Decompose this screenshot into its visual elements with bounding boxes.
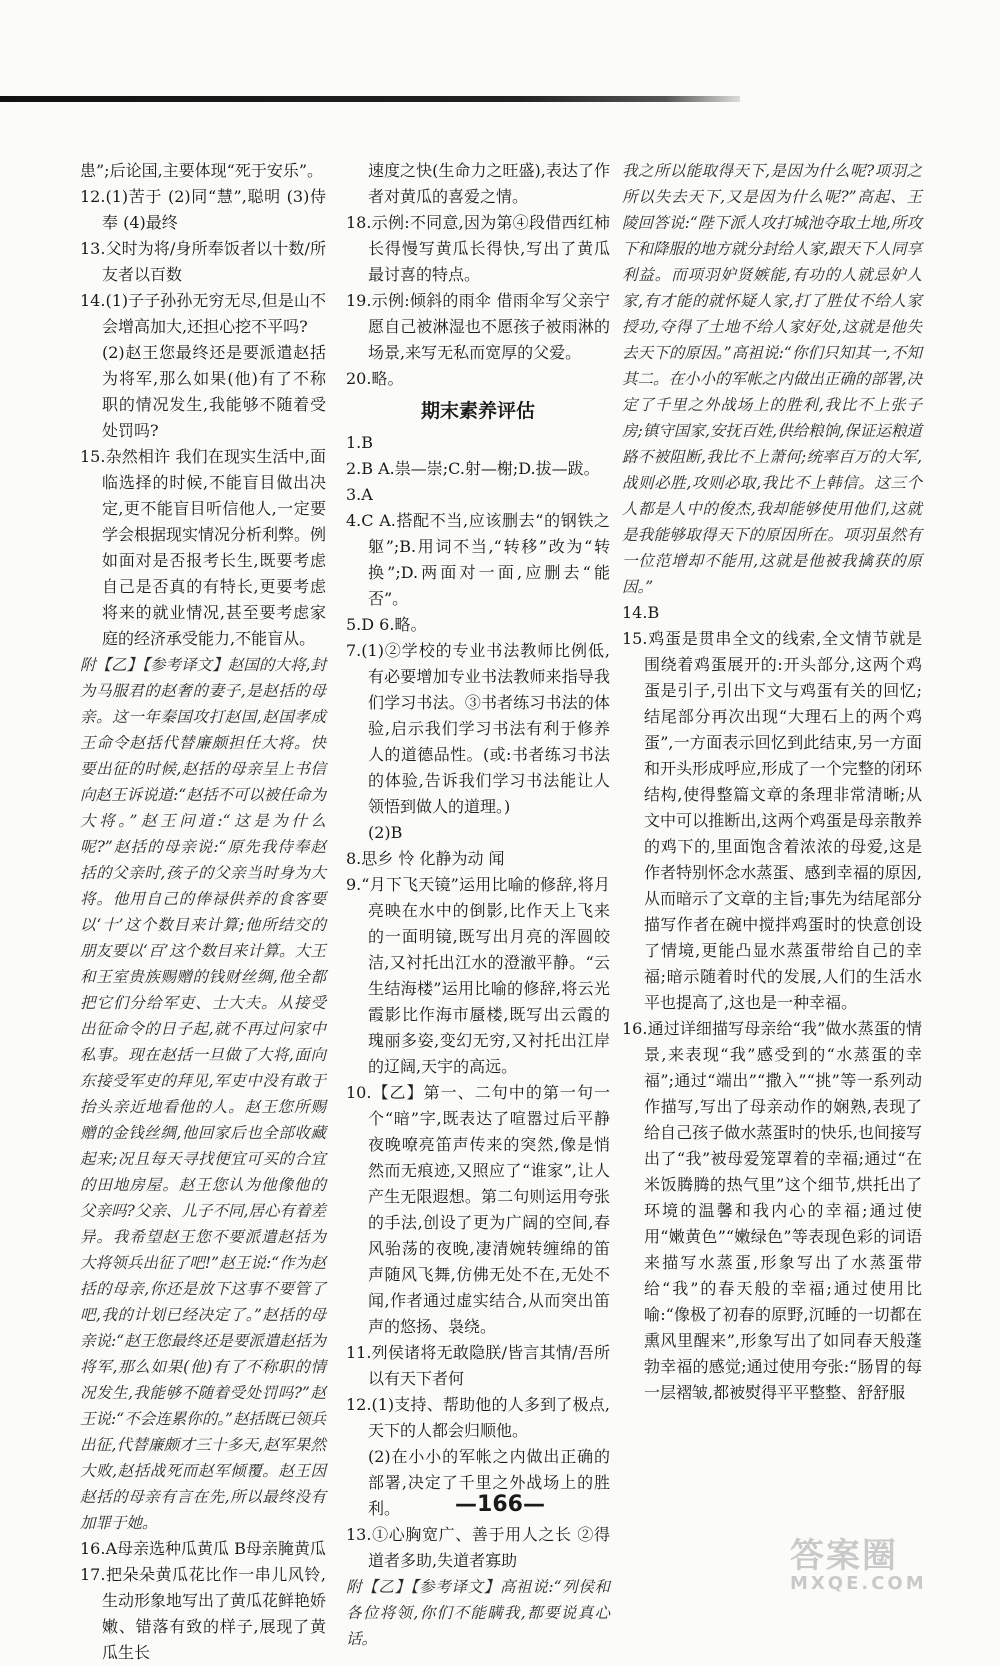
- section-title: 期末素养评估: [420, 400, 535, 422]
- answer-item: 12.(1)支持、帮助他的人多到了极点,天下的人都会归顺他。: [346, 1395, 610, 1440]
- answer-item: 13.①心胸宽广、善于用人之长 ②得道者多助,失道者寡助: [346, 1525, 610, 1570]
- watermark-main-text: 答案圈: [790, 1536, 898, 1576]
- answer-item: 19.示例:倾斜的雨伞 借雨伞写父亲宁愿自己被淋湿也不愿孩子被雨淋的场景,来写无私而宽厚的父爱。: [346, 291, 610, 362]
- answer-column-right: [622, 158, 922, 1406]
- watermark-logo: [790, 1528, 980, 1594]
- answer-item: 11.列侯诸将无敢隐朕/皆言其情/吾所以有天下者何: [346, 1343, 610, 1388]
- answer-item: 1.B: [346, 433, 374, 452]
- answer-column-left: [80, 158, 326, 1666]
- watermark-sub-text: MXQE.COM: [790, 1573, 927, 1594]
- answer-item: 我之所以能取得天下,是因为什么呢?项羽之所以失去天下,又是因为什么呢?”高起、王陵回答说:“陛下派人攻打城池夺取土地,所攻下和降服的地方就分封给人家,跟天下人同享利益。而项羽妒贤嫉能,有功的人就忌妒人家,有才能的就怀疑人家,打了胜仗不给人家授功,夺得了土地不给人家好处,这就是他失去天下的原因。”高祖说:“你们只知其一,不知其二。在小小的军帐之内做出正确的部署,决定了千里之外战场上的胜利,我比不上张子房;镇守国家,安抚百姓,供给粮饷,保证运粮道路不被阻断,我比不上萧何;统率百万的大军,战则必胜,攻则必取,我比不上韩信。这三个人都是人中的俊杰,我却能够使用他们,这就是我能够取得天下的原因所在。项羽虽然有一位范增却不能用,这就是他被我擒获的原因。”: [622, 162, 922, 596]
- page-number: —166—: [455, 1492, 545, 1517]
- answer-item: 18.示例:不同意,因为第④段借西红柿长得慢写黄瓜长得快,写出了黄瓜最讨喜的特点。: [346, 213, 610, 284]
- answer-item: 3.A: [346, 485, 373, 504]
- header-rule: [0, 96, 740, 102]
- answer-item: (2)B: [368, 823, 403, 842]
- answer-item: 12.(1)苦于 (2)同“慧”,聪明 (3)侍奉 (4)最终: [80, 187, 326, 232]
- answer-item: 15.鸡蛋是贯串全文的线索,全文情节就是围绕着鸡蛋展开的:开头部分,这两个鸡蛋是引子,引出下文与鸡蛋有关的回忆;结尾部分再次出现“大理石上的两个鸡蛋”,一方面表示回忆到此结束,另一方面和开头形成呼应,形成了一个完整的闭环结构,使得整篇文章的条理非常清晰;从文中可以推断出,这两个鸡蛋是母亲散养的鸡下的,里面饱含着浓浓的母爱,这是作者特别怀念水蒸蛋、感到幸福的原因,从而暗示了文章的主旨;事先为结尾部分描写作者在碗中搅拌鸡蛋时的快意创设了情境,更能凸显水蒸蛋带给自己的幸福;暗示随着时代的发展,人们的生活水平也提高了,这也是一种幸福。: [622, 629, 922, 1012]
- answer-item: 16.通过详细描写母亲给“我”做水蒸蛋的情景,来表现“我”感受到的“水蒸蛋的幸福”;通过“端出”“撒入”“挑”等一系列动作描写,写出了母亲动作的娴熟,表现了给自己孩子做水蒸蛋时的快乐,也间接写出了“我”被母爱笼罩着的幸福;通过“在米饭腾腾的热气里”这个细节,烘托出了环境的温馨和我内心的幸福;通过使用“嫩黄色”“嫩绿色”等表现色彩的词语来描写水蒸蛋,形象写出了水蒸蛋带给“我”的春天般的幸福;通过使用比喻:“像极了初春的原野,沉睡的一切都在熏风里醒来”,形象写出了如同春天般蓬勃幸福的感觉;通过使用夸张:“肠胃的每一层褶皱,都被熨得平平整整、舒舒服: [622, 1019, 922, 1402]
- answer-column-middle: [346, 158, 610, 1652]
- answer-item: 16.A母亲选种瓜黄瓜 B母亲腌黄瓜: [80, 1539, 326, 1558]
- answer-item: 9.“月下飞天镜”运用比喻的修辞,将月亮映在水中的倒影,比作天上飞来的一面明镜,既写出月亮的浑圆皎洁,又衬托出江水的澄澈平静。“云生结海楼”运用比喻的修辞,将云光霞影比作海市蜃楼,既写出云霞的瑰丽多姿,变幻无穷,又衬托出江岸的辽阔,天宇的高远。: [346, 875, 610, 1076]
- answer-item: 5.D 6.略。: [346, 615, 427, 634]
- answer-item: 14.B: [622, 603, 660, 622]
- answer-item: 13.父时为将/身所奉饭者以十数/所友者以百数: [80, 239, 326, 284]
- answer-item: 15.杂然相许 我们在现实生活中,面临选择的时候,不能盲目做出决定,更不能盲目听信他人,一定要学会根据现实情况分析利弊。例如面对是否报考长生,既要考虑自己是否真的有特长,更要考虑将来的就业情况,甚至要考虑家庭的经济承受能力,不能盲从。: [80, 447, 327, 648]
- answer-item: 17.把朵朵黄瓜花比作一串儿风铃,生动形象地写出了黄瓜花鲜艳娇嫩、错落有致的样子,展现了黄瓜生长: [80, 1565, 327, 1662]
- answer-item: 14.(1)子子孙孙无穷无尽,但是山不会增高加大,还担心挖不平吗?: [80, 291, 326, 336]
- answer-item: (2)赵王您最终还是要派遣赵括为将军,那么如果(他)有了不称职的情况发生,我能够不随着受处罚吗?: [102, 343, 326, 440]
- answer-item: 10.【乙】第一、二句中的第一句一个“暗”字,既表达了喧嚣过后平静夜晚嘹亮笛声传来的突然,像是悄然而无痕迹,又照应了“谁家”,让人产生无限遐想。第二句则运用夸张的手法,创设了更为广阔的空间,春风骀荡的夜晚,凄清婉转缠绵的笛声随风飞舞,仿佛无处不在,无处不闻,作者通过虚实结合,从而突出笛声的悠扬、袅绕。: [346, 1083, 610, 1336]
- answer-item: 8.思乡 怜 化静为动 闻: [346, 849, 505, 868]
- answer-item: 2.B A.祟—崇;C.射—榭;D.拔—跋。: [346, 459, 600, 478]
- answer-item: 附【乙】【参考译文】赵国的大将,封为马服君的赵奢的妻子,是赵括的母亲。这一年秦国攻打赵国,赵国孝成王命令赵括代替廉颇担任大将。快要出征的时候,赵括的母亲呈上书信向赵王诉说道:“赵括不可以被任命为大将。”赵王问道:“这是为什么呢?”赵括的母亲说:“原先我侍奉赵括的父亲时,孩子的父亲当时身为大将。他用自己的俸禄供养的食客要以‘十’这个数目来计算;他所结交的朋友要以‘百’这个数目来计算。大王和王室贵族赐赠的钱财丝绸,他全都把它们分给军吏、士大夫。从接受出征命令的日子起,就不再过问家中私事。现在赵括一旦做了大将,面向东接受军吏的拜见,军吏中没有敢于抬头亲近地看他的人。赵王您所赐赠的金钱丝绸,他回家后也全部收藏起来;况且每天寻找便宜可买的合宜的田地房屋。赵王您认为他像他的父亲吗?父亲、儿子不同,居心有着差异。我希望赵王您不要派遣赵括为大将领兵出征了吧!”赵王说:“作为赵括的母亲,你还是放下这事不要管了吧,我的计划已经决定了。”赵括的母亲说:“赵王您最终还是要派遣赵括为将军,那么如果(他)有了不称职的情况发生,我能够不随着受处罚吗?”赵王说:“不会连累你的。”赵括既已领兵出征,代替廉颇才三十多天,赵军果然大败,赵括战死而赵军倾覆。赵王因赵括的母亲有言在先,所以最终没有加罪于她。: [80, 656, 326, 1532]
- answer-item: 4.C A.搭配不当,应该删去“的钢铁之躯”;B.用词不当,“转移”改为“转换”;D.两面对一面,应删去“能否”。: [346, 511, 610, 608]
- answer-item: 7.(1)②学校的专业书法教师比例低,有必要增加专业书法教师来指导我们学习书法。③书者练习书法的体验,启示我们学习书法有利于修养人的道德品性。(或:书者练习书法的体验,告诉我们学习书法能让人领悟到做人的道理。): [346, 641, 610, 816]
- answer-item: 附【乙】【参考译文】高祖说:“列侯和各位将领,你们不能瞒我,都要说真心话。: [346, 1578, 610, 1648]
- answer-item: (2)在小小的军帐之内做出正确的部署,决定了千里之外战场上的胜利。: [368, 1447, 610, 1518]
- answer-item: 速度之快(生命力之旺盛),表达了作者对黄瓜的喜爱之情。: [368, 161, 610, 206]
- answer-item: 患”;后论国,主要体现“死于安乐”。: [80, 161, 324, 180]
- answer-item: 20.略。: [346, 369, 404, 388]
